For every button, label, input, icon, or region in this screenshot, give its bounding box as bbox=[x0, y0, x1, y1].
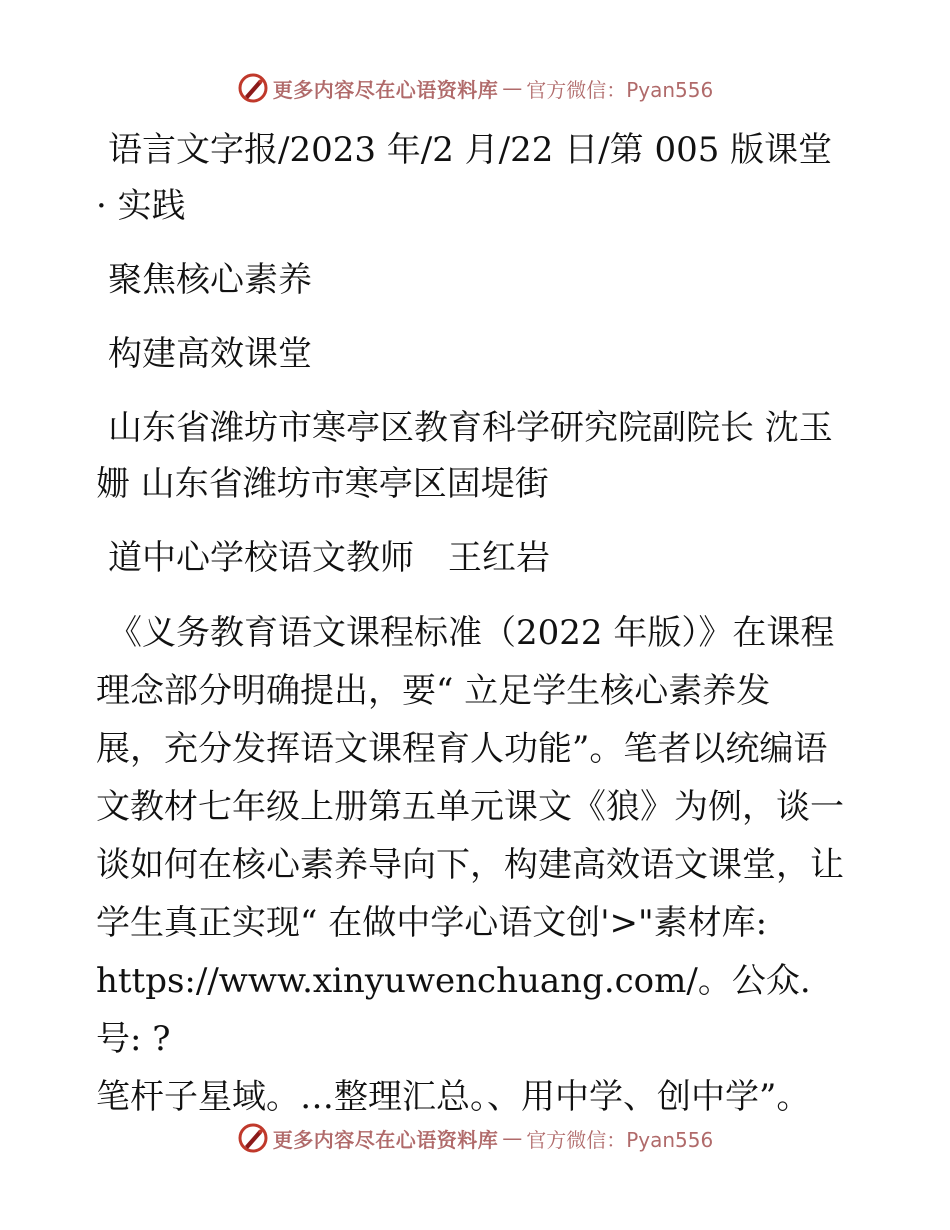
body-line: 展，充分发挥语文课程育人功能”。笔者以统编语 bbox=[96, 729, 828, 769]
body-line: https://www.xinyuwenchuang.com/。公众.号: ? bbox=[96, 961, 811, 1059]
authors-line-3: 道中心学校语文教师 王红岩 bbox=[108, 538, 550, 578]
body-line: 学生真正实现“ 在做中学心语文创'>"素材库: bbox=[96, 903, 768, 943]
article-authors bbox=[96, 400, 856, 586]
banner-text: 更多内容尽在心语资料库 bbox=[272, 1127, 499, 1152]
banner-wechat: 官方微信：Pyan556 bbox=[526, 1127, 714, 1152]
footer-watermark-banner bbox=[0, 1122, 950, 1154]
title-line-1: 聚焦核心素养 bbox=[108, 260, 312, 300]
body-line: 谈如何在核心素养导向下，构建高效语文课堂，让 bbox=[96, 845, 844, 885]
body-line: 笔杆子星域。…整理汇总。、用中学、创中学”。 bbox=[96, 1077, 811, 1117]
authors-line-2: 姗 山东省潍坊市寒亭区固堤街 bbox=[96, 464, 549, 504]
body-line: 《义务教育语文课程标准（2022 年版）》在课程 bbox=[108, 613, 835, 653]
pen-logo-icon bbox=[237, 1122, 269, 1154]
banner-separator: — bbox=[502, 1126, 523, 1150]
banner-separator: — bbox=[502, 76, 523, 100]
banner-wechat: 官方微信：Pyan556 bbox=[526, 77, 714, 102]
header-line-1: 语言文字报/2023 年/2 月/22 日/第 005 版课堂 bbox=[108, 130, 833, 170]
title-line-2: 构建高效课堂 bbox=[108, 334, 312, 374]
header-line-2: · 实践 bbox=[96, 186, 186, 226]
header-watermark-banner bbox=[0, 72, 950, 104]
article-title bbox=[96, 252, 856, 382]
pen-logo-icon bbox=[237, 72, 269, 104]
banner-text: 更多内容尽在心语资料库 bbox=[272, 77, 499, 102]
article-content bbox=[96, 122, 856, 1144]
article-body bbox=[96, 604, 856, 1126]
authors-line-1: 山东省潍坊市寒亭区教育科学研究院副院长 沈玉 bbox=[108, 408, 833, 448]
body-line: 理念部分明确提出，要“ 立足学生核心素养发 bbox=[96, 671, 771, 711]
publication-header bbox=[96, 122, 856, 234]
body-line: 文教材七年级上册第五单元课文《狼》为例，谈一 bbox=[96, 787, 844, 827]
